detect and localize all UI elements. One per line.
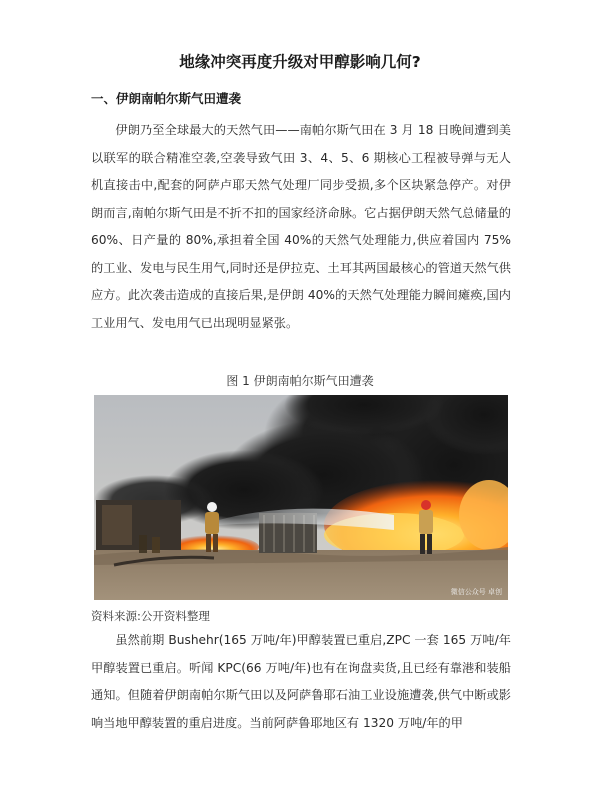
figure-caption: 图 1 伊朗南帕尔斯气田遭袭 bbox=[226, 374, 374, 388]
section-heading: 一、伊朗南帕尔斯气田遭袭 bbox=[91, 91, 242, 106]
document-title: 地缘冲突再度升级对甲醇影响几何? bbox=[179, 53, 421, 71]
photo-watermark: 微信公众号 卓创 bbox=[450, 588, 502, 596]
body-paragraph-2: 虽然前期 Bushehr(165 万吨/年)甲醇装置已重启,ZPC 一套 165 万吨/年甲醇装置已重启。听闻 KPC(66 万吨/年)也有在询盘卖货,且已经有靠港和装船通知。但随着伊朗南帕尔斯气田以及阿萨鲁耶石油工业设施遭袭,供气中断或影响当地甲醇装置的重启进度。当前阿萨鲁耶地区有 1320 万吨/年的甲 bbox=[91, 633, 511, 730]
figure-photo-gas-field-fire bbox=[94, 395, 508, 600]
source-note: 资料来源:公开资料整理 bbox=[91, 609, 210, 623]
body-paragraph-1: 伊朗乃至全球最大的天然气田——南帕尔斯气田在 3 月 18 日晚间遭到美以联军的联合精准空袭,空袭导致气田 3、4、5、6 期核心工程被导弹与无人机直接击中,配套的阿萨卢耶天然气处理厂同步受损,多个区块紧急停产。对伊朗而言,南帕尔斯气田是不折不扣的国家经济命脉。它占据伊朗天然气总储量的 60%、日产量的 80%,承担着全国 40%的天然气处理能力,供应着国内 75%的工业、发电与民生用气,同时还是伊拉克、土耳其两国最核心的管道天然气供应方。此次袭击造成的直接后果,是伊朗 40%的天然气处理能力瞬间瘫痪,国内工业用气、发电用气已出现明显紧张。 bbox=[91, 123, 511, 330]
